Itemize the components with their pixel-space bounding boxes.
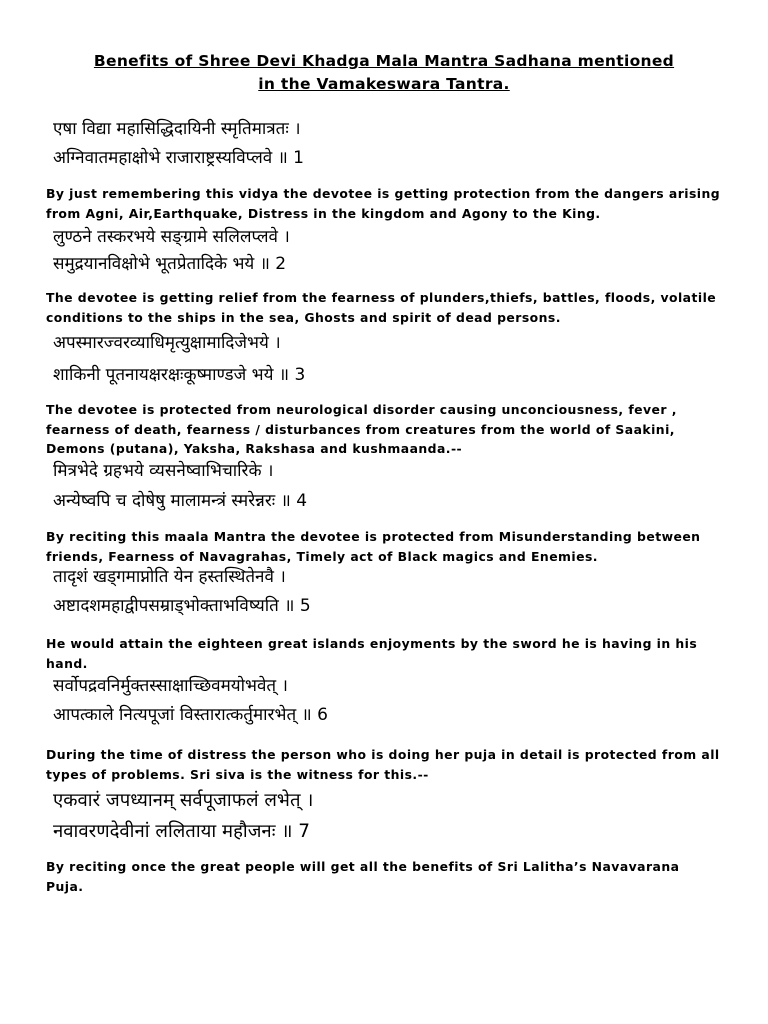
verse-6-line-2: आपत्काले नित्यपूजां विस्तारात्कर्तुमारभेत् ॥ 6 xyxy=(53,705,328,725)
meaning-5 xyxy=(46,634,736,673)
verse-2-line-2: समुद्रयानविक्षोभे भूतप्रेतादिके भये ॥ 2 xyxy=(53,254,287,274)
meaning-7-line-2: Puja. xyxy=(46,878,84,894)
meaning-2-line-1: The devotee is getting relief from the fearness of plunders,thiefs, battles, floods, volatile xyxy=(46,290,717,305)
verse-5-line-2: अष्टादशमहाद्वीपसम्राड्भोक्ताभविष्यति ॥ 5 xyxy=(53,596,311,616)
meaning-5-line-1: He would attain the eighteen great islands enjoyments by the sword he is having in his xyxy=(46,636,698,651)
verse-2-line-1: लुण्ठने तस्करभये सङ्ग्रामे सलिलप्लवे । xyxy=(53,227,290,247)
meaning-1-line-2: from Agni, Air,Earthquake, Distress in the kingdom and Agony to the King. xyxy=(46,205,601,221)
meaning-6-line-2: types of problems. Sri siva is the witness for this.-- xyxy=(46,766,429,782)
meaning-4 xyxy=(46,527,736,566)
meaning-6 xyxy=(46,745,736,784)
verse-4-line-2: अन्येष्वपि च दोषेषु मालामन्त्रं स्मरेन्नरः ॥ 4 xyxy=(53,491,308,511)
meaning-3-line-2: fearness of death, fearness / disturbances from creatures from the world of Saakini, xyxy=(46,421,675,437)
verse-3-line-1: अपस्मारज्वरव्याधिमृत्युक्षामादिजेभये । xyxy=(53,333,281,353)
meaning-1 xyxy=(46,184,736,223)
meaning-3-line-1: The devotee is protected from neurological disorder causing unconciousness, fever , xyxy=(46,402,677,417)
meaning-6-line-1: During the time of distress the person who is doing her puja in detail is protected from all xyxy=(46,747,720,762)
verse-1-line-1: एषा विद्या महासिद्धिदायिनी स्मृतिमात्रतः । xyxy=(53,119,301,139)
meaning-5-line-2: hand. xyxy=(46,655,88,671)
verse-4-line-1: मित्रभेदे ग्रहभये व्यसनेष्वाभिचारिके । xyxy=(53,461,274,481)
document-title-line-1: Benefits of Shree Devi Khadga Mala Mantra Sadhana mentioned xyxy=(93,52,675,70)
meaning-4-line-2: friends, Fearness of Navagrahas, Timely act of Black magics and Enemies. xyxy=(46,548,598,564)
verse-6-line-1: सर्वोपद्रवनिर्मुक्तस्साक्षाच्छिवमयोभवेत् । xyxy=(53,676,288,696)
meaning-4-line-1: By reciting this maala Mantra the devotee is protected from Misunderstanding between xyxy=(46,529,701,544)
meaning-2 xyxy=(46,288,736,327)
document-title-line-2: in the Vamakeswara Tantra. xyxy=(258,75,510,93)
meaning-1-line-1: By just remembering this vidya the devotee is getting protection from the dangers arising xyxy=(46,186,721,201)
meaning-3-line-3: Demons (putana), Yaksha, Rakshasa and kushmaanda.-- xyxy=(46,441,463,456)
verse-7-line-2: नवावरणदेवीनां ललिताया महौजनः ॥ 7 xyxy=(53,821,311,842)
meaning-3 xyxy=(46,400,736,459)
meaning-7 xyxy=(46,857,736,896)
verse-1-line-2: अग्निवातमहाक्षोभे राजाराष्ट्रस्यविप्लवे ॥ 1 xyxy=(53,148,305,168)
meaning-7-line-1: By reciting once the great people will get all the benefits of Sri Lalitha’s Navavarana xyxy=(46,859,680,874)
verse-5-line-1: तादृशं खड्गमाप्नोति येन हस्तस्थितेनवै । xyxy=(53,567,286,587)
verse-3-line-2: शाकिनी पूतनायक्षरक्षःकूष्माण्डजे भये ॥ 3 xyxy=(53,365,306,385)
meaning-2-line-2: conditions to the ships in the sea, Ghosts and spirit of dead persons. xyxy=(46,309,561,325)
verse-7-line-1: एकवारं जपध्यानम् सर्वपूजाफलं लभेत् । xyxy=(53,790,314,811)
